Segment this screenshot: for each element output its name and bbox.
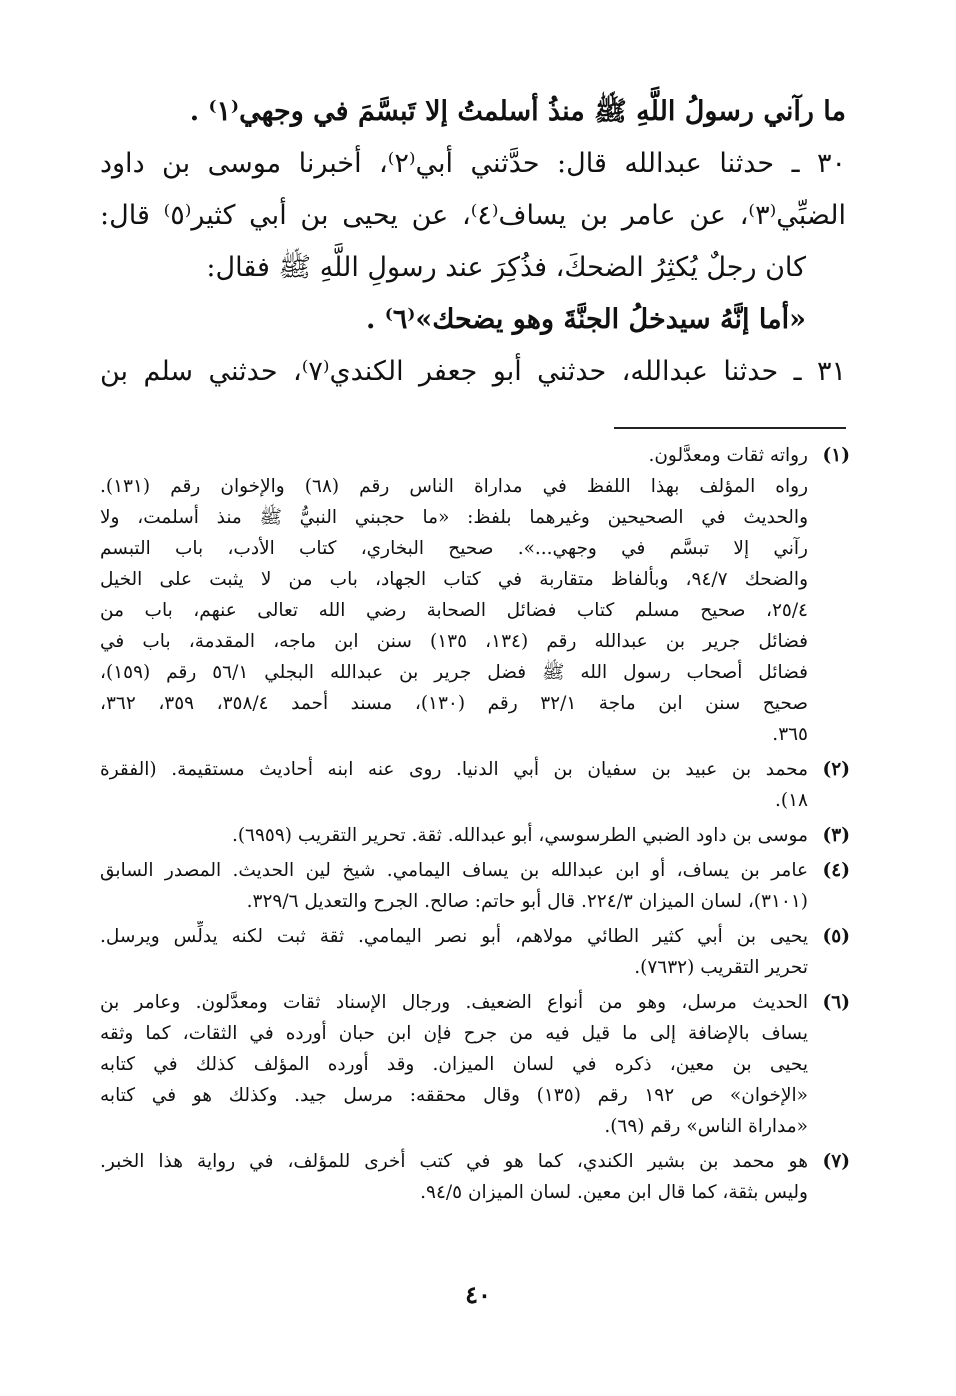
footnote-line: وليس بثقة، كما قال ابن معين. لسان الميزان ٩٤/٥. <box>420 1182 808 1203</box>
footnote-line: عامر بن يساف، أو ابن عبدالله بن يساف اليمامي. شيخ لين الحديث. المصدر السابق <box>100 860 808 881</box>
footnote-7 <box>100 1146 850 1208</box>
footnote-line: يساف بالإضافة إلى ما قيل فيه من جرح فإن ابن حبان أورده في الثقات، كما وثقه <box>100 1023 808 1044</box>
footnote-line: (٣١٠١)، لسان الميزان ٢٢٤/٣. قال أبو حاتم: صالح. الجرح والتعديل ٣٢٩/٦. <box>246 891 808 912</box>
main-text <box>100 86 846 398</box>
footnote-separator <box>614 427 846 429</box>
footnote-4 <box>100 855 850 917</box>
footnote-1 <box>100 440 850 750</box>
footnote-2 <box>100 754 850 816</box>
footnote-number: (٦) <box>822 992 850 1013</box>
footnote-body <box>100 754 808 816</box>
footnote-line: يحيى بن أبي كثير الطائي مولاهم، أبو نصر اليمامي. ثقة ثبت لكنه يدلِّس ويرسل. <box>100 926 808 947</box>
footnote-line: تحرير التقريب (٧٦٣٢). <box>634 957 808 978</box>
footnote-line: رآني إلا تبسَّم في وجهي...». صحيح البخاري، كتاب الأدب، باب التبسم <box>100 538 808 559</box>
footnote-number: (٢) <box>822 759 850 780</box>
main-line-3: الضبِّي⁽٣⁾، عن عامر بن يساف⁽٤⁾، عن يحيى بن أبي كثير⁽٥⁾ قال: <box>100 200 846 231</box>
footnote-line: صحيح سنن ابن ماجة ٣٢/١ رقم (١٣٠)، مسند أحمد ٣٥٨/٤، ٣٥٩، ٣٦٢، <box>100 693 808 714</box>
main-line-1: ما رآني رسولُ اللَّهِ ﷺ منذُ أسلمتُ إلا تَبسَّمَ في وجهي⁽١⁾ . <box>189 96 846 127</box>
footnote-line: فضائل أصحاب رسول الله ﷺ فضل جرير بن عبدالله البجلي ٥٦/١ رقم (١٥٩)، <box>100 662 808 683</box>
footnote-body <box>100 987 808 1142</box>
footnote-body <box>100 855 808 917</box>
footnote-line: يحيى بن معين، ذكره في لسان الميزان. وقد أورده المؤلف كذلك في كتابه <box>100 1054 808 1075</box>
footnote-line: ١٨). <box>775 790 808 811</box>
footnote-number: (١) <box>822 445 850 466</box>
main-line-5: «أما إنَّهُ سيدخلُ الجنَّةَ وهو يضحك»⁽٦⁾ . <box>365 304 806 335</box>
main-line-4: كان رجلٌ يُكثِرُ الضحكَ، فذُكِرَ عند رسولِ اللَّهِ ﷺ فقال: <box>206 252 806 283</box>
footnote-number: (٤) <box>822 860 850 881</box>
footnote-body <box>100 1146 808 1208</box>
footnote-body <box>100 921 808 983</box>
footnote-6 <box>100 987 850 1142</box>
footnote-line: الحديث مرسل، وهو من أنواع الضعيف. ورجال الإسناد ثقات ومعدَّلون. وعامر بن <box>100 992 808 1013</box>
footnote-body <box>100 820 808 851</box>
footnote-3 <box>100 820 850 851</box>
footnotes <box>100 440 850 1212</box>
footnote-line: والحديث في الصحيحين وغيرهما بلفظ: «ما حجبني النبيُّ ﷺ منذ أسلمت، ولا <box>100 507 808 528</box>
footnote-line: ٢٥/٤، صحيح مسلم كتاب فضائل الصحابة رضي الله تعالى عنهم، باب من <box>100 600 808 621</box>
footnote-body <box>100 440 808 750</box>
footnote-number: (٥) <box>822 926 850 947</box>
footnote-line: ٣٦٥. <box>772 724 808 745</box>
footnote-line: رواه المؤلف بهذا اللفظ في مداراة الناس رقم (٦٨) والإخوان رقم (١٣١). <box>100 476 808 497</box>
page-number: ٤٠ <box>465 1280 491 1309</box>
main-line-6: ٣١ ـ حدثنا عبدالله، حدثني أبو جعفر الكندي⁽٧⁾، حدثني سلم بن <box>100 356 846 387</box>
main-line-2: ٣٠ ـ حدثنا عبدالله قال: حدَّثني أبي⁽٢⁾، أخبرنا موسى بن داود <box>100 148 846 179</box>
footnote-line: موسى بن داود الضبي الطرسوسي، أبو عبدالله. ثقة. تحرير التقريب (٦٩٥٩). <box>231 825 808 846</box>
footnote-line: هو محمد بن بشير الكندي، كما هو في كتب أخرى للمؤلف، في رواية هذا الخبر. <box>100 1151 808 1172</box>
footnote-line: «الإخوان» ص ١٩٢ رقم (١٣٥) وقال محققه: مرسل جيد. وكذلك هو في كتابه <box>100 1085 808 1106</box>
footnote-number: (٧) <box>822 1151 850 1172</box>
footnote-number: (٣) <box>822 825 850 846</box>
footnote-line: رواته ثقات ومعدَّلون. <box>648 445 808 466</box>
footnote-line: والضحك ٩٤/٧، وبألفاظ متقاربة في كتاب الجهاد، باب من لا يثبت على الخيل <box>100 569 808 590</box>
footnote-5 <box>100 921 850 983</box>
footnote-line: فضائل جرير بن عبدالله رقم (١٣٤، ١٣٥) سنن ابن ماجه، المقدمة، باب في <box>100 631 808 652</box>
footnote-line: «مداراة الناس» رقم (٦٩). <box>604 1116 808 1137</box>
footnote-line: محمد بن عبيد بن سفيان بن أبي الدنيا. روى عنه ابنه أحاديث مستقيمة. (الفقرة <box>100 759 808 780</box>
